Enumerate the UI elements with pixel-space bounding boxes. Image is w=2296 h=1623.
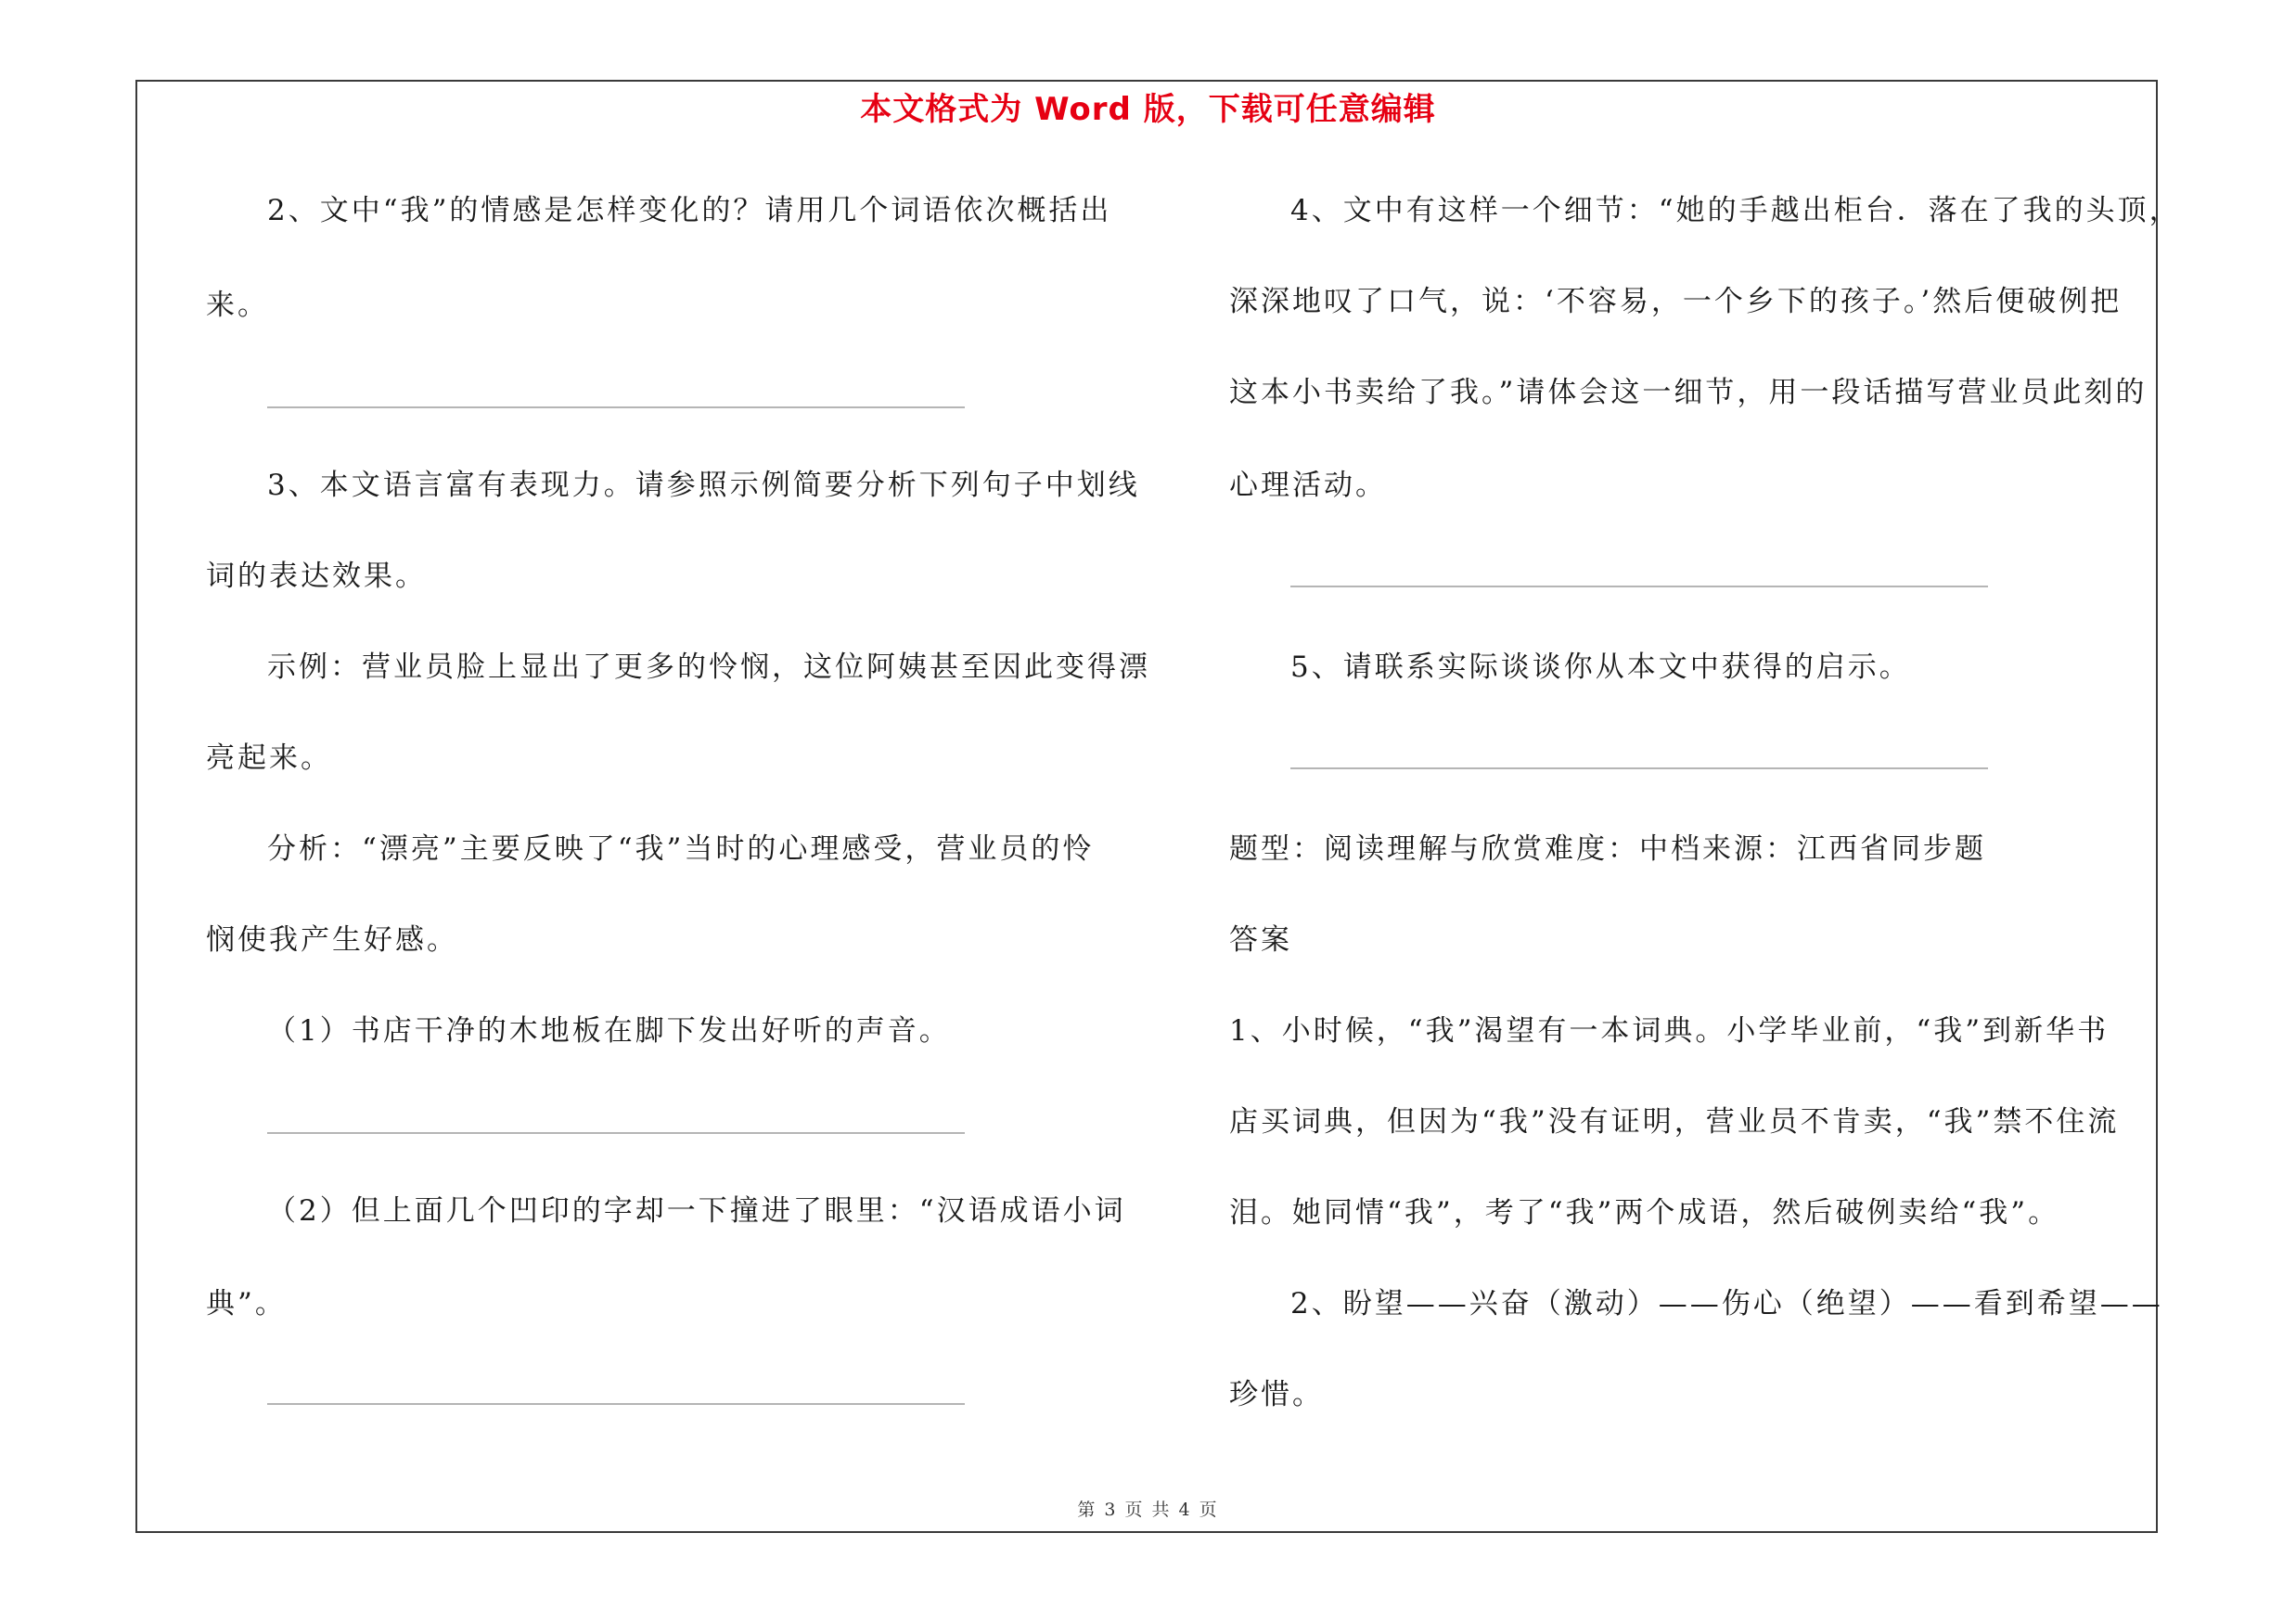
example-line-2: 亮起来。 [206,741,332,775]
analysis-line-2: 悯使我产生好感。 [206,923,458,957]
sub-question-2-line-2: 典”。 [206,1287,287,1320]
answer-blank-q4[interactable] [1290,586,1988,587]
answer-heading: 答案 [1229,923,1292,957]
answer-2-line-2: 珍惜。 [1229,1378,1324,1411]
sub-question-2-line-1: （2）但上面几个凹印的字却一下撞进了眼里：“汉语成语小词 [267,1194,1126,1228]
example-line-1: 示例：营业员脸上显出了更多的怜悯，这位阿姨甚至因此变得漂 [267,650,1150,684]
analysis-line-1: 分析：“漂亮”主要反映了“我”当时的心理感受，营业员的怜 [267,832,1095,866]
question-2-line-1: 2、文中“我”的情感是怎样变化的？请用几个词语依次概括出 [267,194,1112,227]
answer-1-line-3: 泪。她同情“我”，考了“我”两个成语，然后破例卖给“我”。 [1229,1196,2060,1230]
answer-1-line-1: 1、小时候，“我”渴望有一本词典。小学毕业前，“我”到新华书 [1229,1014,2110,1048]
question-4-line-1: 4、文中有这样一个细节：“她的手越出柜台．落在了我的头顶， [1290,194,2181,227]
question-2-line-2: 来。 [206,289,269,322]
sub-question-1: （1）书店干净的木地板在脚下发出好听的声音。 [267,1014,951,1048]
answer-1-line-2: 店买词典，但因为“我”没有证明，营业员不肯卖，“我”禁不住流 [1229,1105,2120,1139]
question-4-line-3: 这本小书卖给了我。”请体会这一细节，用一段话描写营业员此刻的 [1229,376,2148,409]
answer-blank-q5[interactable] [1290,767,1988,769]
question-meta: 题型：阅读理解与欣赏难度：中档来源：江西省同步题 [1229,832,1986,866]
format-banner: 本文格式为 Word 版，下载可任意编辑 [860,91,1436,128]
question-3-line-2: 词的表达效果。 [206,560,427,593]
question-4-line-2: 深深地叹了口气，说：‘不容易，一个乡下的孩子。’然后便破例把 [1229,285,2123,318]
question-4-line-4: 心理活动。 [1229,469,1387,502]
answer-2-line-1: 2、盼望——兴奋（激动）——伤心（绝望）——看到希望—— [1290,1287,2163,1320]
question-5: 5、请联系实际谈谈你从本文中获得的启示。 [1290,650,1911,684]
answer-blank-sub1[interactable] [267,1132,965,1134]
page-number: 第 3 页 共 4 页 [1077,1500,1219,1520]
answer-blank-q2[interactable] [267,406,965,408]
question-3-line-1: 3、本文语言富有表现力。请参照示例简要分析下列句子中划线 [267,469,1140,502]
answer-blank-sub2[interactable] [267,1403,965,1405]
